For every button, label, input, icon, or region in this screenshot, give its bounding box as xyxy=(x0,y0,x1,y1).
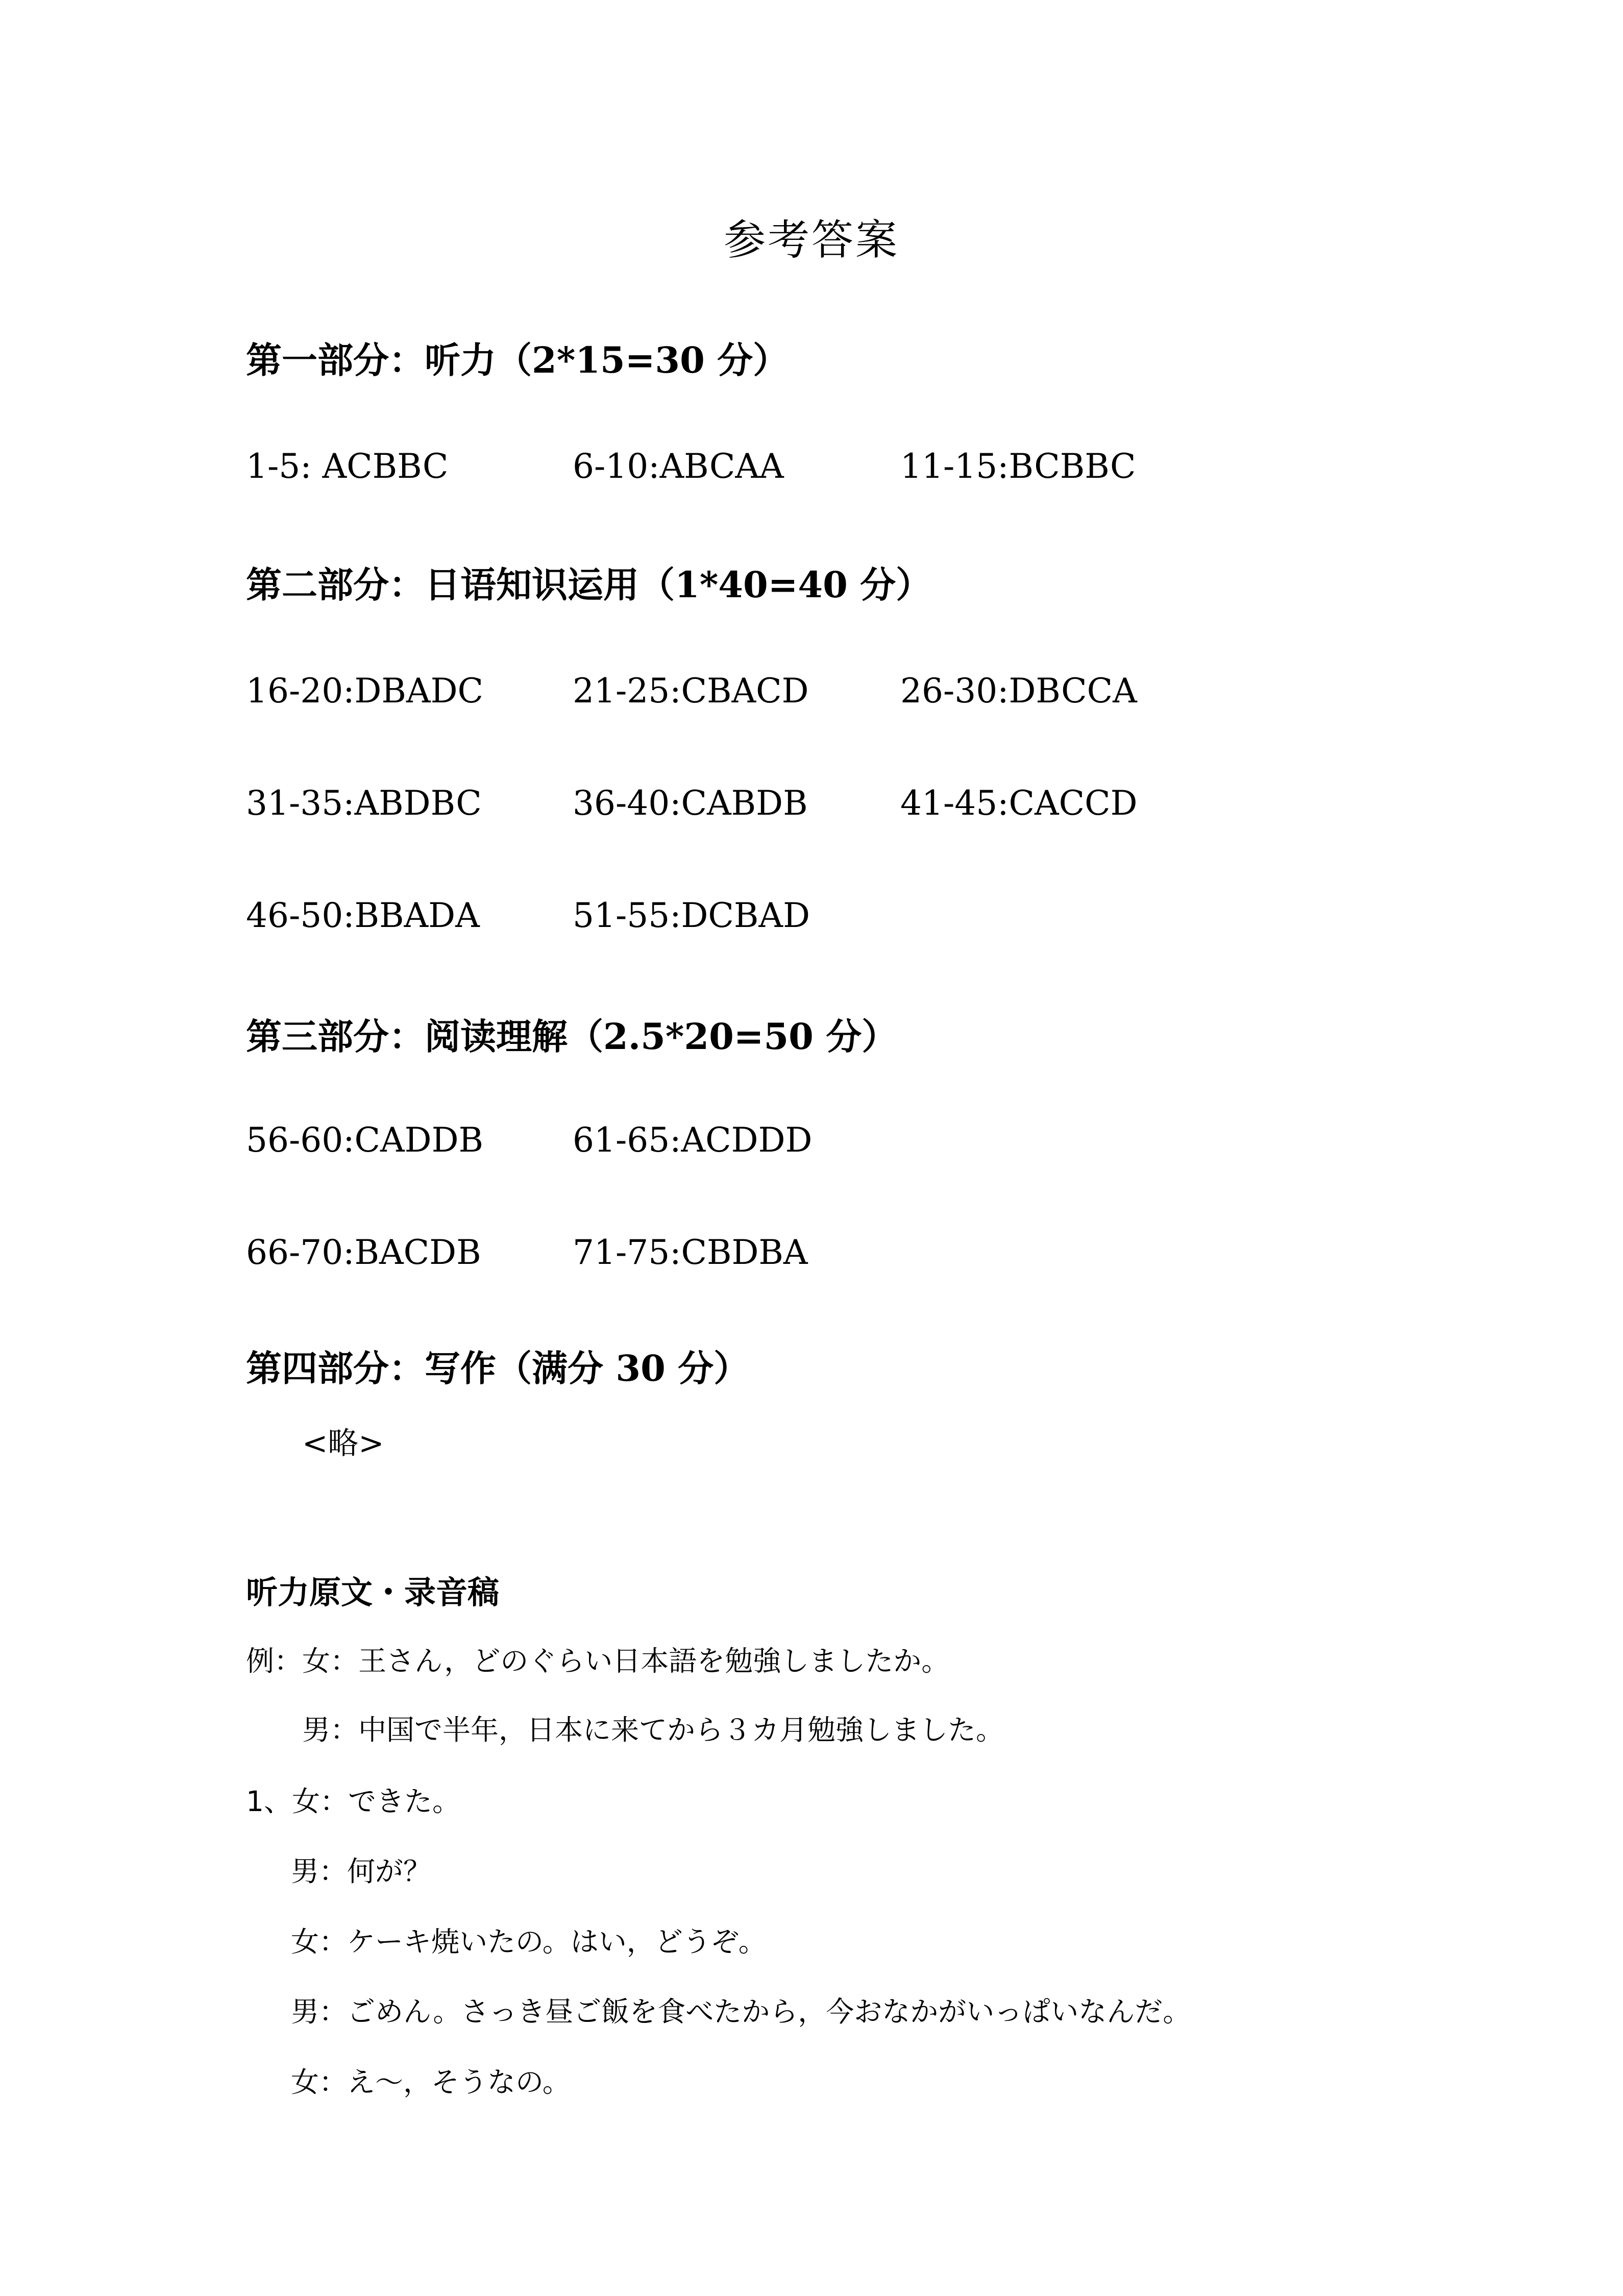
answer-group: 36-40:CABDB xyxy=(573,784,808,823)
answer-group: 16-20:DBADC xyxy=(246,671,483,711)
answer-group: 66-70:BACDB xyxy=(246,1233,481,1272)
section-heading-writing: 第四部分：写作（满分 30 分） xyxy=(246,1347,750,1389)
script-line: 女：え～，そうなの。 xyxy=(291,2066,571,2098)
answer-group: 61-65:ACDDD xyxy=(573,1120,813,1160)
section-heading-knowledge: 第二部分：日语知识运用（1*40=40 分） xyxy=(246,564,932,606)
answer-group: 51-55:DCBAD xyxy=(573,896,810,935)
answer-group: 41-45:CACCD xyxy=(900,784,1138,823)
script-line: 男：中国で半年，日本に来てから３カ月勉強しました。 xyxy=(302,1714,1004,1746)
answer-group: 11-15:BCBBC xyxy=(900,447,1136,486)
document-title: 参考答案 xyxy=(723,216,899,264)
script-line: 男：ごめん。さっき昼ご飯を食べたから，今おなかがいっぱいなんだ。 xyxy=(291,1995,1191,2028)
answer-group: 46-50:BBADA xyxy=(246,896,480,935)
script-heading: 听力原文・录音稿 xyxy=(246,1574,500,1611)
answer-group: 1-5: ACBBC xyxy=(246,447,449,486)
section-heading-reading: 第三部分：阅读理解（2.5*20=50 分） xyxy=(246,1015,898,1058)
script-line: 女：ケーキ焼いたの。はい，どうぞ。 xyxy=(291,1925,767,1958)
section-heading-listening: 第一部分：听力（2*15=30 分） xyxy=(246,339,789,381)
answer-group: 21-25:CBACD xyxy=(573,671,809,711)
answer-group: 31-35:ABDBC xyxy=(246,784,482,823)
answer-group: 26-30:DBCCA xyxy=(900,671,1137,711)
script-line: 例：女：王さん，どのぐらい日本語を勉強しましたか。 xyxy=(246,1645,950,1677)
script-line: 1、女：できた。 xyxy=(246,1785,460,1818)
script-line: 男：何が？ xyxy=(291,1855,432,1888)
answer-group: 56-60:CADDB xyxy=(246,1120,483,1160)
writing-note: <略> xyxy=(302,1426,384,1461)
answer-group: 6-10:ABCAA xyxy=(573,447,784,486)
answer-group: 71-75:CBDBA xyxy=(573,1233,808,1272)
